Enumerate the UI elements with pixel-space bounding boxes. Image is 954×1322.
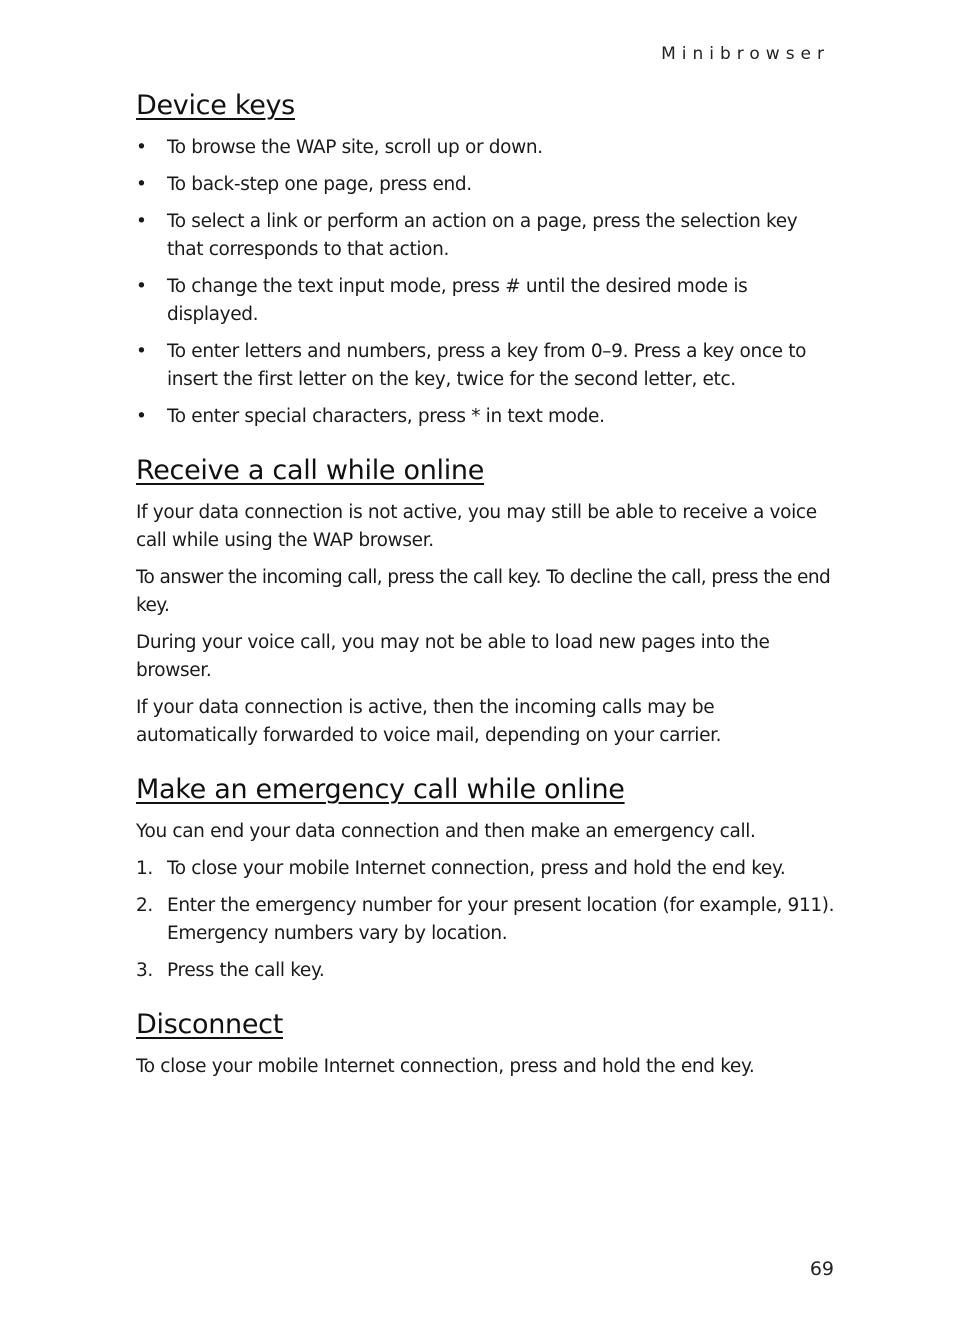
bullet-icon: • <box>136 137 147 158</box>
bullet-icon: • <box>136 211 147 232</box>
list-item <box>136 171 836 199</box>
paragraph: To answer the incoming call, press the call key. To decline the call, press the end key. <box>136 567 831 616</box>
page-content <box>136 88 836 1103</box>
paragraph: If your data connection is not active, you may still be able to receive a voice call while using the WAP browser. <box>136 502 817 551</box>
bullet-icon: • <box>136 341 147 362</box>
list-item-text: To select a link or perform an action on a page, press the selection key that corresponds to that action. <box>167 211 798 260</box>
section-heading-device-keys: Device keys <box>136 90 295 121</box>
section-emergency-call <box>136 772 836 985</box>
section-heading-emergency-call: Make an emergency call while online <box>136 774 625 805</box>
list-item <box>136 338 836 394</box>
section-heading-disconnect: Disconnect <box>136 1009 283 1040</box>
list-item <box>136 957 836 985</box>
bullet-icon: • <box>136 406 147 427</box>
list-item <box>136 892 836 948</box>
step-number: 2. <box>136 895 153 916</box>
paragraph: To close your mobile Internet connection, press and hold the end key. <box>136 1056 755 1077</box>
section-device-keys <box>136 88 836 431</box>
step-number: 1. <box>136 858 153 879</box>
list-item <box>136 855 836 883</box>
list-item <box>136 134 836 162</box>
device-keys-list <box>136 134 836 431</box>
page-number: 69 <box>809 1258 834 1280</box>
step-number: 3. <box>136 960 153 981</box>
list-item <box>136 208 836 264</box>
section-disconnect <box>136 1007 836 1081</box>
section-heading-receive-call: Receive a call while online <box>136 455 485 486</box>
list-item <box>136 273 836 329</box>
paragraph: During your voice call, you may not be able to load new pages into the browser. <box>136 632 770 681</box>
paragraph: If your data connection is active, then the incoming calls may be automatically forwarded to voice mail, depending on your carrier. <box>136 697 722 746</box>
bullet-icon: • <box>136 174 147 195</box>
list-item-text: To enter letters and numbers, press a key from 0–9. Press a key once to insert the first letter on the key, twice for the second letter, etc. <box>167 341 807 390</box>
list-item-text: Press the call key. <box>167 960 325 981</box>
paragraph: You can end your data connection and then make an emergency call. <box>136 821 756 842</box>
list-item-text: Enter the emergency number for your present location (for example, 911). Emergency numbers vary by location. <box>167 895 835 944</box>
list-item-text: To browse the WAP site, scroll up or down. <box>167 137 543 158</box>
list-item <box>136 403 836 431</box>
list-item-text: To close your mobile Internet connection, press and hold the end key. <box>167 858 786 879</box>
running-header: Minibrowser <box>661 44 830 64</box>
section-receive-call <box>136 453 836 750</box>
emergency-steps-list <box>136 855 836 985</box>
bullet-icon: • <box>136 276 147 297</box>
list-item-text: To enter special characters, press * in text mode. <box>167 406 605 427</box>
list-item-text: To back-step one page, press end. <box>167 174 472 195</box>
list-item-text: To change the text input mode, press # until the desired mode is displayed. <box>167 276 748 325</box>
